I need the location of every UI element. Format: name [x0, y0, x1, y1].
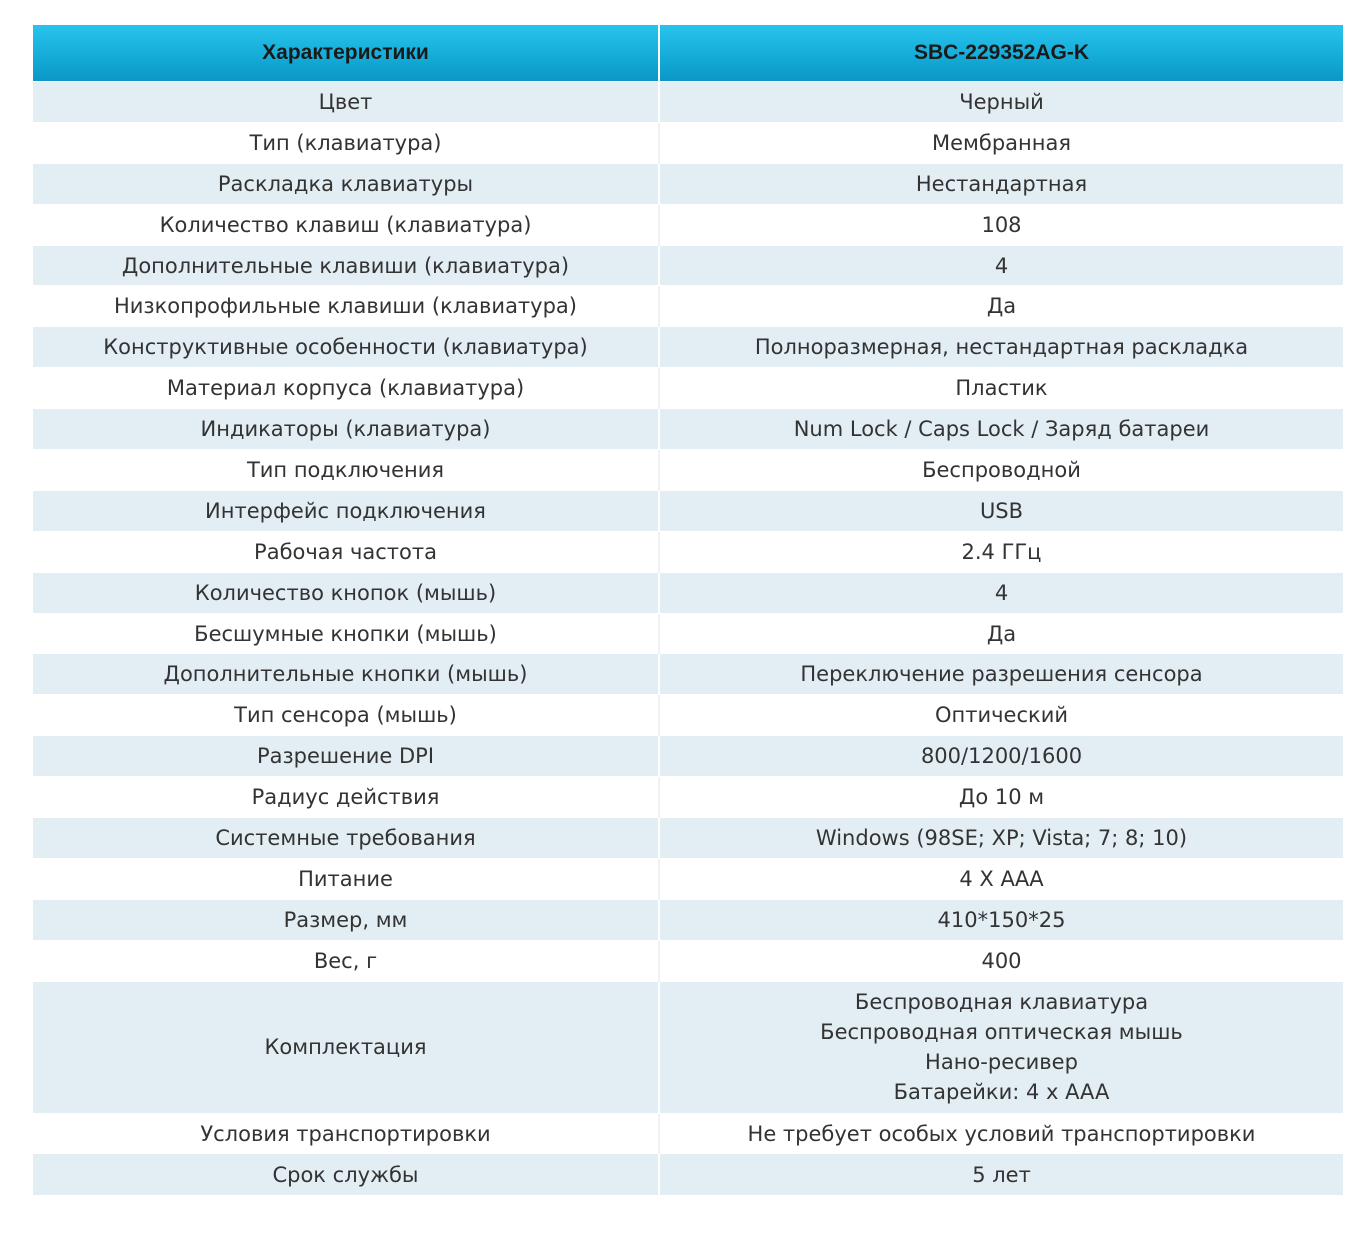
package-item: Батарейки: 4 х AAA — [893, 1080, 1110, 1105]
table-body — [33, 82, 1343, 1195]
row-value: USB — [659, 490, 1343, 531]
row-label: Интерфейс подключения — [33, 490, 659, 531]
row-label: Количество кнопок (мышь) — [33, 572, 659, 613]
table-row — [33, 572, 1343, 613]
row-value: Windows (98SE; XP; Vista; 7; 8; 10) — [659, 818, 1343, 859]
row-value: Мембранная — [659, 122, 1343, 163]
table-row — [33, 368, 1343, 409]
row-label: Тип подключения — [33, 450, 659, 491]
row-label: Разрешение DPI — [33, 736, 659, 777]
package-item: Нано-ресивер — [925, 1050, 1078, 1075]
row-label: Тип (клавиатура) — [33, 122, 659, 163]
row-label: Материал корпуса (клавиатура) — [33, 368, 659, 409]
header-row — [33, 25, 1343, 82]
row-label: Условия транспортировки — [33, 1113, 659, 1154]
table-row — [33, 818, 1343, 859]
table-row — [33, 531, 1343, 572]
table-row — [33, 122, 1343, 163]
row-label: Рабочая частота — [33, 531, 659, 572]
row-value: До 10 м — [659, 777, 1343, 818]
table-row — [33, 245, 1343, 286]
row-value: Полноразмерная, нестандартная раскладка — [659, 327, 1343, 368]
row-value: 410*150*25 — [659, 899, 1343, 940]
row-value: 4 — [659, 572, 1343, 613]
row-label: Комплектация — [33, 981, 659, 1113]
table-row — [33, 736, 1343, 777]
table-row — [33, 286, 1343, 327]
header-characteristics: Характеристики — [33, 25, 659, 82]
row-value: 5 лет — [659, 1154, 1343, 1195]
table-row — [33, 654, 1343, 695]
package-item: Беспроводная клавиатура — [854, 990, 1149, 1015]
table-row — [33, 450, 1343, 491]
row-value: Беспроводной — [659, 450, 1343, 491]
row-label: Питание — [33, 858, 659, 899]
row-label: Срок службы — [33, 1154, 659, 1195]
row-label: Бесшумные кнопки (мышь) — [33, 613, 659, 654]
table-row — [33, 613, 1343, 654]
package-item: Беспроводная оптическая мышь — [820, 1020, 1183, 1045]
table-row — [33, 1154, 1343, 1195]
row-value: Пластик — [659, 368, 1343, 409]
table-header — [33, 25, 1343, 82]
row-value: Да — [659, 286, 1343, 327]
row-label: Конструктивные особенности (клавиатура) — [33, 327, 659, 368]
spec-table — [33, 25, 1343, 1195]
row-value: Нестандартная — [659, 163, 1343, 204]
row-value: Черный — [659, 82, 1343, 123]
row-value: 800/1200/1600 — [659, 736, 1343, 777]
row-label: Цвет — [33, 82, 659, 123]
row-value: Не требует особых условий транспортировки — [659, 1113, 1343, 1154]
row-label: Низкопрофильные клавиши (клавиатура) — [33, 286, 659, 327]
row-label: Индикаторы (клавиатура) — [33, 409, 659, 450]
table-row — [33, 82, 1343, 123]
table-row — [33, 777, 1343, 818]
table-row — [33, 695, 1343, 736]
row-label: Радиус действия — [33, 777, 659, 818]
row-label: Дополнительные кнопки (мышь) — [33, 654, 659, 695]
row-value: 400 — [659, 940, 1343, 981]
table-row — [33, 899, 1343, 940]
row-value: 4 — [659, 245, 1343, 286]
table-row — [33, 163, 1343, 204]
header-model: SBC-229352AG-K — [659, 25, 1343, 82]
row-label: Тип сенсора (мышь) — [33, 695, 659, 736]
row-value: 108 — [659, 204, 1343, 245]
table-row — [33, 1113, 1343, 1154]
table-row — [33, 490, 1343, 531]
row-label: Размер, мм — [33, 899, 659, 940]
row-value: 4 Х ААА — [659, 858, 1343, 899]
row-label: Системные требования — [33, 818, 659, 859]
table-row — [33, 204, 1343, 245]
table-row — [33, 940, 1343, 981]
table-row — [33, 409, 1343, 450]
row-label: Дополнительные клавиши (клавиатура) — [33, 245, 659, 286]
row-value-multiline — [659, 981, 1343, 1113]
row-label: Вес, г — [33, 940, 659, 981]
row-value: Num Lock / Caps Lock / Заряд батареи — [659, 409, 1343, 450]
row-label: Раскладка клавиатуры — [33, 163, 659, 204]
row-value: Переключение разрешения сенсора — [659, 654, 1343, 695]
row-label: Количество клавиш (клавиатура) — [33, 204, 659, 245]
row-value: Оптический — [659, 695, 1343, 736]
table-row — [33, 327, 1343, 368]
table-row — [33, 981, 1343, 1113]
table-row — [33, 858, 1343, 899]
row-value: 2.4 ГГц — [659, 531, 1343, 572]
row-value: Да — [659, 613, 1343, 654]
